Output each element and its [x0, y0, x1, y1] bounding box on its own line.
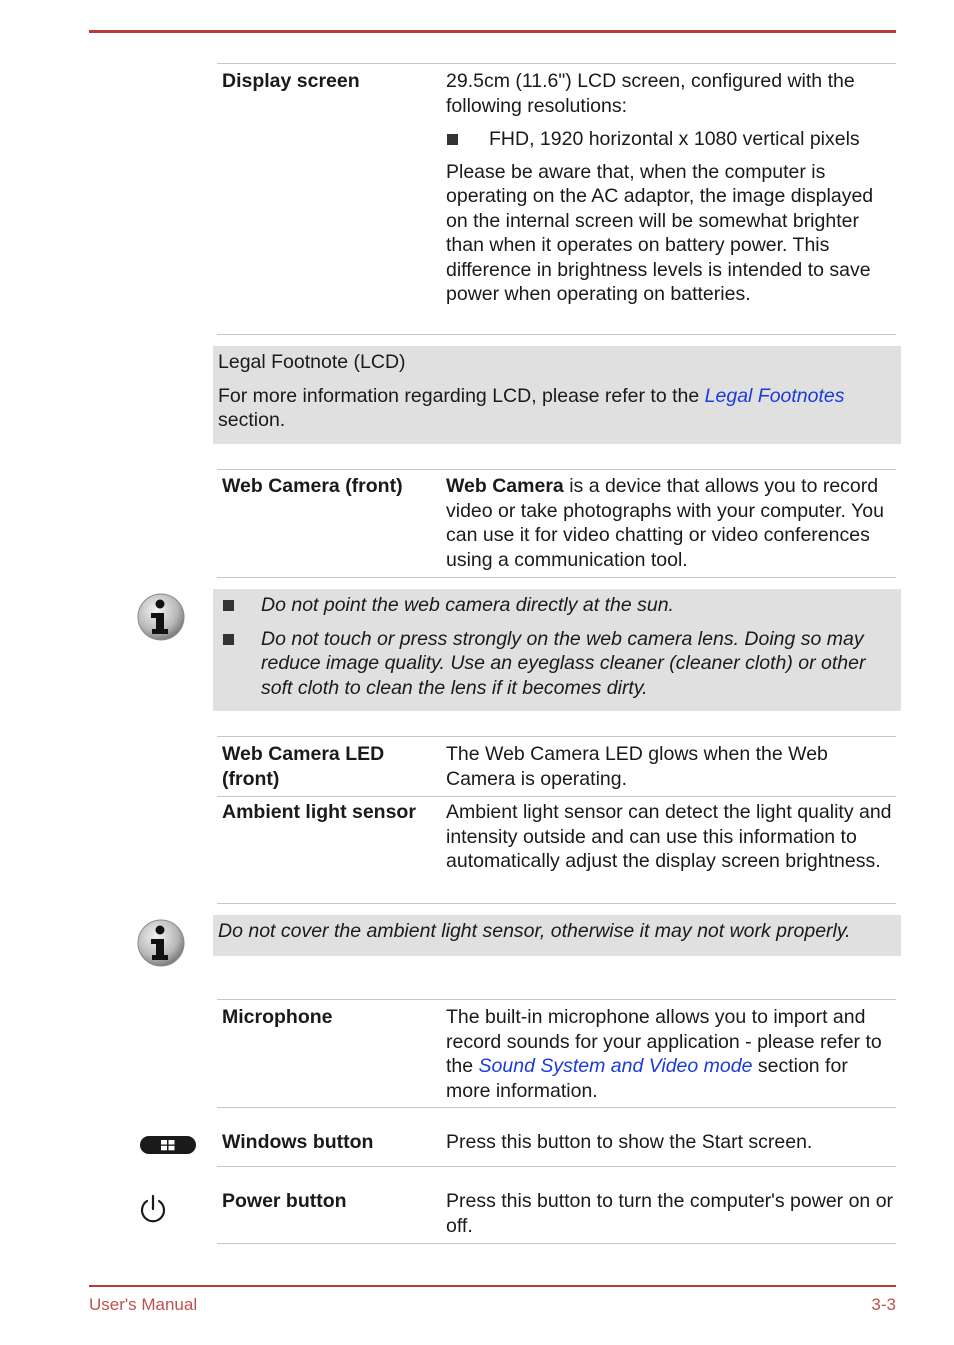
divider — [217, 1243, 896, 1244]
microphone-term: Microphone — [222, 1006, 333, 1028]
windows-button-term: Windows button — [222, 1131, 374, 1153]
web-camera-desc: Web Camera is a device that allows you to record video or take photographs with your computer. You can use it for video chatting or video conferences using a communication tool. — [446, 475, 884, 571]
display-intro: 29.5cm (11.6") LCD screen, configured with the following resolutions: — [446, 70, 855, 117]
display-screen-term: Display screen — [222, 70, 360, 92]
square-bullet-icon — [223, 600, 234, 611]
divider — [217, 63, 896, 64]
legal-footnote-text: For more information regarding LCD, please refer to the Legal Footnotes section. — [218, 384, 845, 431]
info-icon — [136, 592, 186, 642]
legal-footnote-title: Legal Footnote (LCD) — [218, 351, 406, 373]
divider — [217, 999, 896, 1000]
divider — [217, 903, 896, 904]
sound-system-link[interactable]: Sound System and Video mode — [478, 1055, 753, 1077]
ambient-light-desc: Ambient light sensor can detect the light quality and intensity outside and can use this information to automatically adjust the display screen brightness. — [446, 801, 892, 872]
windows-button-desc: Press this button to show the Start screen. — [446, 1131, 813, 1153]
divider — [217, 1166, 896, 1167]
divider — [217, 577, 896, 578]
webcam-notes-box — [213, 589, 901, 711]
divider — [217, 736, 896, 737]
header-rule — [89, 30, 896, 33]
windows-logo-icon — [140, 1136, 196, 1154]
footer-rule — [89, 1285, 896, 1287]
info-icon — [136, 918, 186, 968]
display-body: Please be aware that, when the computer is operating on the AC adaptor, the image displayed on the internal screen will be somewhat brighter than when it operates on battery power. This difference in brightness levels is intended to save power when operating on batteries. — [446, 160, 874, 305]
divider — [217, 334, 896, 335]
display-screen-desc — [446, 69, 896, 307]
ambient-light-term: Ambient light sensor — [222, 801, 416, 823]
divider — [217, 469, 896, 470]
ambient-note-text: Do not cover the ambient light sensor, otherwise it may not work properly. — [218, 920, 851, 942]
legal-footnotes-link[interactable]: Legal Footnotes — [704, 384, 845, 407]
divider — [217, 1107, 896, 1108]
footer-manual-title: User's Manual — [89, 1295, 198, 1314]
microphone-desc: The built-in microphone allows you to import and record sounds for your application - please refer to the Sound System and Video mode section for more information. — [446, 1006, 882, 1102]
web-camera-led-desc: The Web Camera LED glows when the Web Camera is operating. — [446, 743, 828, 790]
legal-footnote-box — [213, 346, 901, 444]
divider — [217, 796, 896, 797]
power-button-term: Power button — [222, 1190, 347, 1212]
resolution-bullet — [446, 127, 896, 152]
square-bullet-icon — [223, 634, 234, 645]
square-bullet-icon — [447, 134, 458, 145]
ambient-note-box — [213, 915, 901, 956]
power-button-desc: Press this button to turn the computer's power on or off. — [446, 1190, 894, 1237]
note-item: Do not touch or press strongly on the web camera lens. Doing so may reduce image quality. Use an eyeglass cleaner (cleaner cloth) or other soft cloth to clean the lens if it becomes dirty. — [218, 627, 893, 701]
footer-page-number: 3-3 — [871, 1295, 896, 1314]
power-icon — [138, 1193, 168, 1225]
note-item: Do not point the web camera directly at the sun. — [218, 593, 893, 618]
web-camera-led-term: Web Camera LED (front) — [222, 743, 385, 790]
resolution-text: FHD, 1920 horizontal x 1080 vertical pixels — [489, 128, 860, 150]
web-camera-term: Web Camera (front) — [222, 475, 403, 497]
